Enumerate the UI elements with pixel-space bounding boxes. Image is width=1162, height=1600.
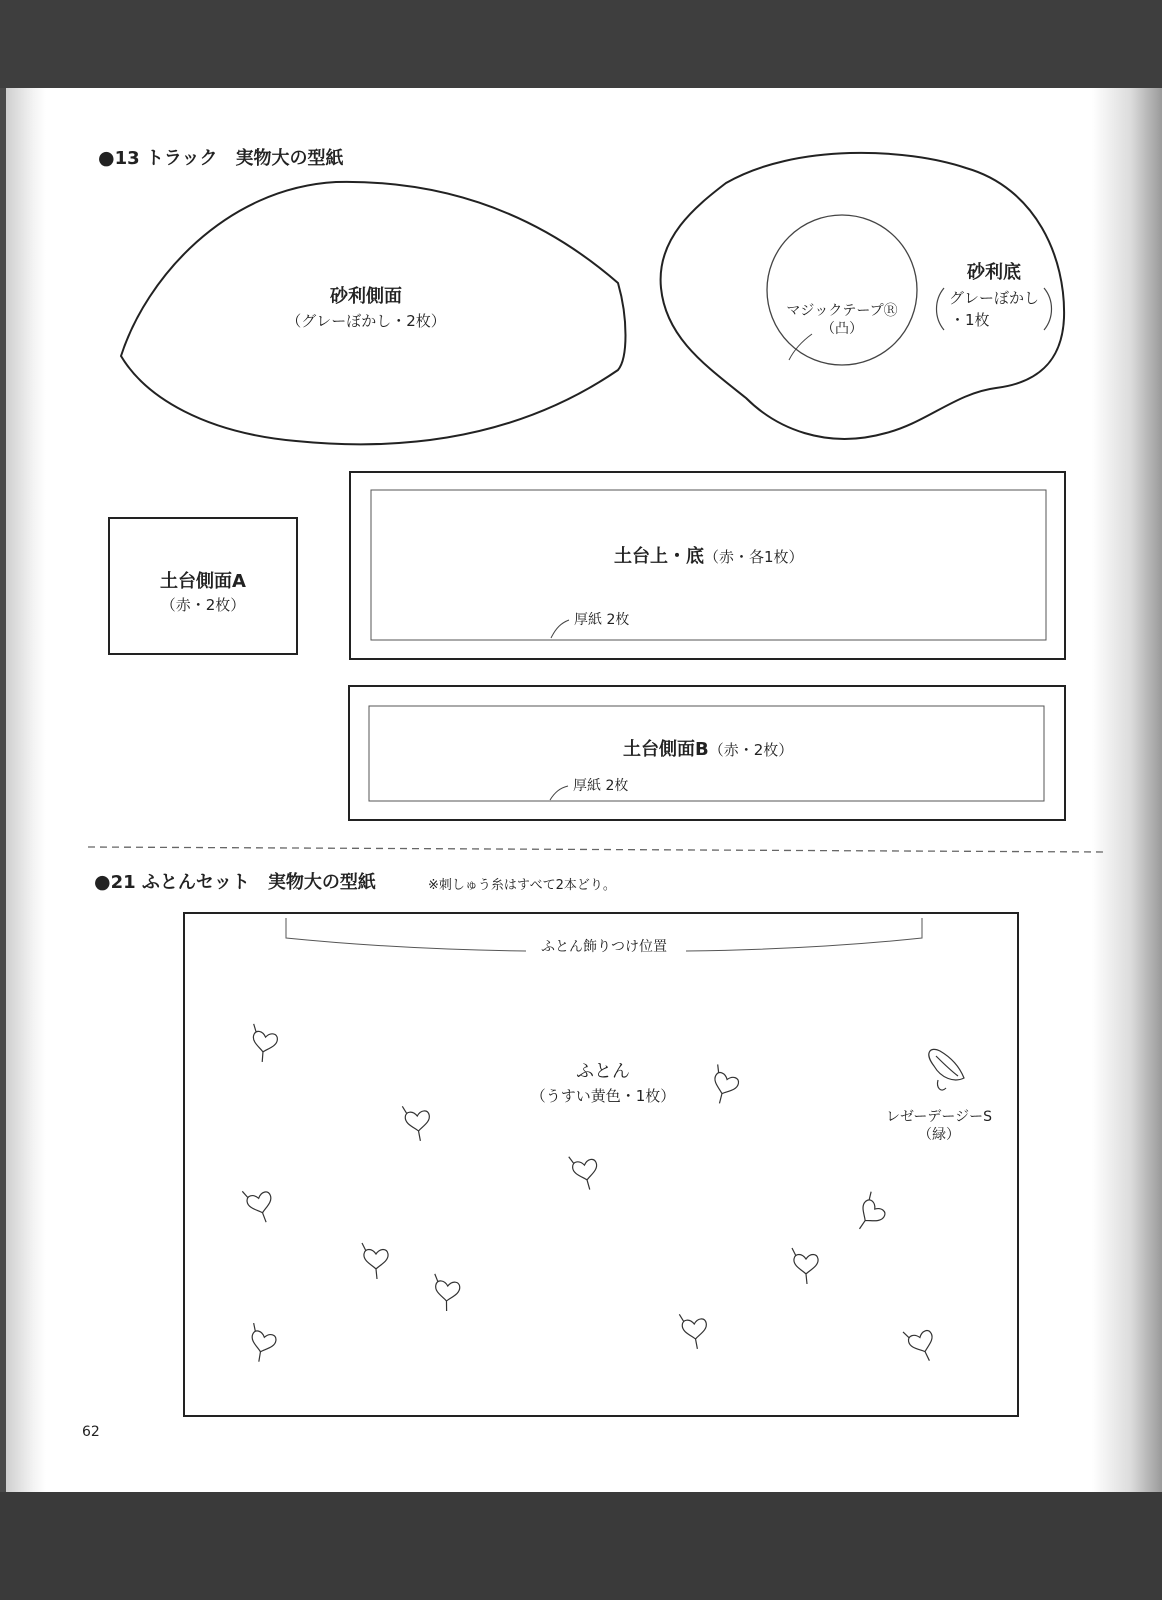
heading-bullet: ● [94,871,111,893]
gravel-bottom-name: 砂利底 [967,262,1021,283]
lazy-daisy-label: レゼーデージーS [885,1109,993,1125]
base-side-b-cardboard-label: 厚紙 2枚 [573,778,629,794]
page-number: 62 [82,1424,100,1440]
heart-stitch-icon [848,1192,891,1236]
futon-name: ふとん [576,1061,630,1082]
heart-stitch-icon [242,1185,277,1227]
gravel-side-name: 砂利側面 [330,286,402,307]
cardboard-leader-line-2 [550,786,568,800]
heart-stitch-icon [244,1323,279,1365]
gravel-bottom-note-line2: ・1枚 [950,311,990,329]
base-side-b-note: （赤・2枚） [708,741,794,759]
base-side-a-name: 土台側面A [160,571,246,592]
base-top-bottom-label [614,542,804,568]
velcro-circle [767,215,917,365]
base-top-bottom-cardboard-label: 厚紙 2枚 [574,612,630,628]
heading-bullet: ● [98,147,115,169]
heart-stitch-icon [705,1064,742,1107]
section-21-heading-text: 21 ふとんセット 実物大の型紙 [110,872,376,893]
lazy-daisy-note: （緑） [918,1127,960,1143]
section-21-heading [94,868,376,894]
document-page [6,88,1162,1492]
heart-stitch-icon [679,1312,708,1350]
lazy-daisy-stitch-icon [929,1049,964,1090]
heart-stitch-icon [569,1152,601,1192]
note-bracket-right [1044,288,1052,330]
heart-stitch-icon [792,1248,818,1284]
section-13-heading-text: 13 トラック 実物大の型紙 [114,148,344,169]
gravel-side-note: （グレーぼかし・2枚） [286,312,446,330]
heart-stitch-icon [247,1024,279,1064]
section-13-heading [98,144,344,170]
velcro-label: マジックテープⓇ [786,303,898,319]
futon-outline [184,913,1018,1416]
note-bracket-left [937,288,945,330]
base-top-bottom-name: 土台上・底 [614,546,704,567]
heart-stitch-icon [432,1274,461,1312]
embroidery-note: ※刺しゅう糸はすべて2本どり。 [428,878,616,893]
heart-stitch-icon [362,1243,388,1279]
base-side-b-name: 土台側面B [623,739,709,760]
heart-stitch-icon [903,1323,940,1366]
scan-background-bottom [0,1492,1162,1600]
futon-note: （うすい黄色・1枚） [530,1087,676,1105]
gravel-bottom-note-line1: グレーぼかし [948,289,1040,307]
heart-stitch-icon [402,1104,431,1142]
futon-attach-position-label: ふとん飾りつけ位置 [541,939,667,955]
cardboard-leader-line-1 [551,620,569,638]
futon-attach-line-right [686,918,922,951]
velcro-type: （凸） [821,321,863,337]
base-top-bottom-note: （赤・各1枚） [704,548,804,566]
section-divider [88,847,1106,852]
scan-background-top [0,0,1162,88]
futon-attach-line-left [286,918,526,951]
base-side-a-note: （赤・2枚） [160,596,246,614]
base-side-b-label [623,735,793,761]
